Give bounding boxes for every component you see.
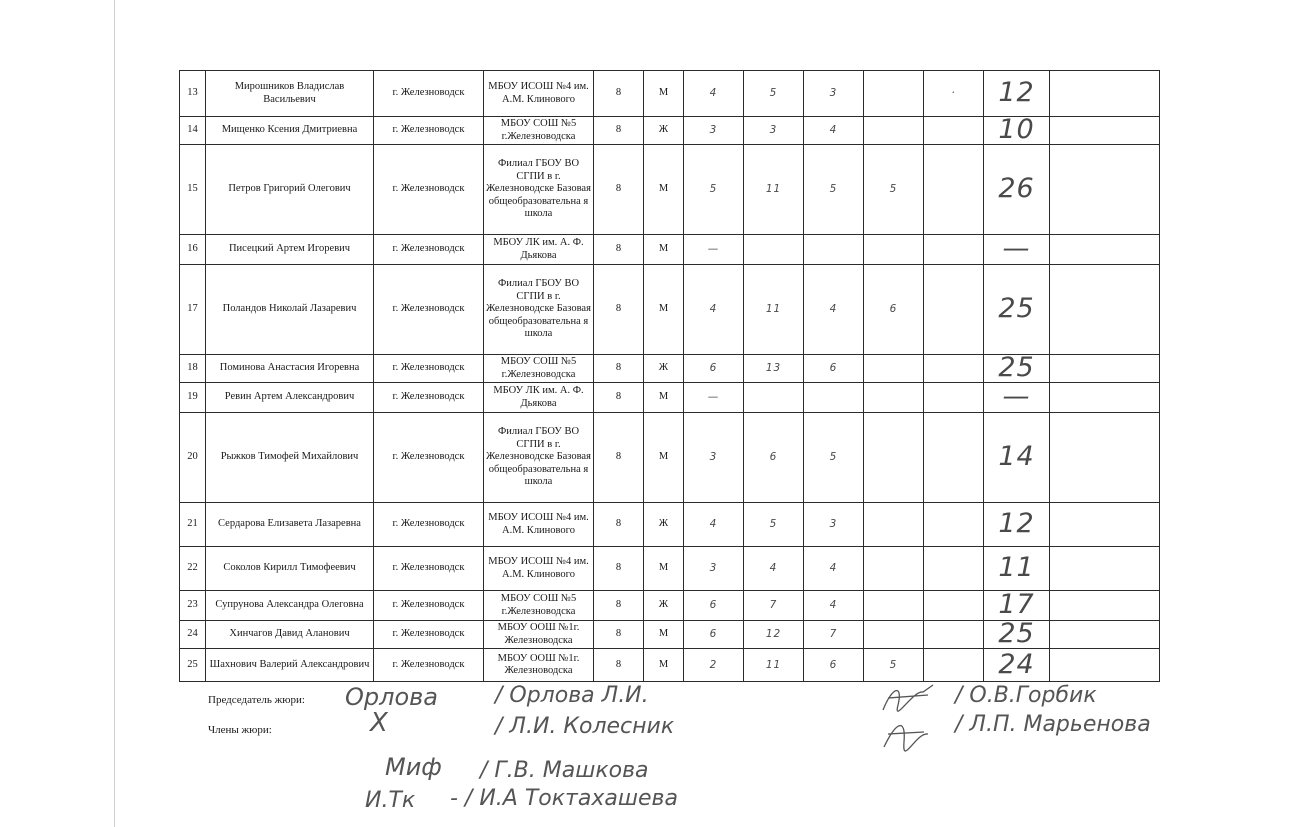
chair-signature-1: Орлова xyxy=(345,683,438,711)
row-number: 24 xyxy=(180,621,206,649)
score-task-5 xyxy=(924,621,984,649)
score-total: 12 xyxy=(984,503,1050,547)
score-task-3: 6 xyxy=(804,649,864,682)
score-task-2 xyxy=(744,383,804,413)
score-task-4 xyxy=(864,591,924,621)
participant-city: г. Железноводск xyxy=(374,649,484,682)
score-task-1: 4 xyxy=(684,265,744,355)
score-total: 10 xyxy=(984,117,1050,145)
participant-name: Соколов Кирилл Тимофеевич xyxy=(206,547,374,591)
score-task-4 xyxy=(864,621,924,649)
result-status xyxy=(1050,413,1160,503)
score-task-5 xyxy=(924,591,984,621)
participant-school: МБОУ ООШ №1г. Железноводска xyxy=(484,621,594,649)
participant-sex: М xyxy=(644,235,684,265)
score-task-2: 12 xyxy=(744,621,804,649)
score-task-2: 11 xyxy=(744,145,804,235)
score-task-5 xyxy=(924,117,984,145)
chair-name-1: / Орлова Л.И. xyxy=(495,683,649,708)
result-status xyxy=(1050,355,1160,383)
participant-city: г. Железноводск xyxy=(374,235,484,265)
table-row xyxy=(180,591,1160,621)
score-task-3: 7 xyxy=(804,621,864,649)
score-task-5 xyxy=(924,235,984,265)
score-total: 25 xyxy=(984,265,1050,355)
table-row xyxy=(180,547,1160,591)
table-row xyxy=(180,117,1160,145)
table-row xyxy=(180,145,1160,235)
score-total: — xyxy=(984,235,1050,265)
score-task-2: 5 xyxy=(744,503,804,547)
result-status xyxy=(1050,117,1160,145)
row-number: 14 xyxy=(180,117,206,145)
participant-name: Хинчагов Давид Аланович xyxy=(206,621,374,649)
participant-grade: 8 xyxy=(594,265,644,355)
score-task-1: 4 xyxy=(684,71,744,117)
participant-city: г. Железноводск xyxy=(374,413,484,503)
row-number: 18 xyxy=(180,355,206,383)
participant-school: Филиал ГБОУ ВО СГПИ в г. Железноводске Базовая общеобразовательна я школа xyxy=(484,145,594,235)
score-task-2: 11 xyxy=(744,649,804,682)
score-task-1: 3 xyxy=(684,117,744,145)
participant-grade: 8 xyxy=(594,355,644,383)
score-task-2: 11 xyxy=(744,265,804,355)
score-task-5 xyxy=(924,265,984,355)
table-row xyxy=(180,265,1160,355)
score-task-2: 5 xyxy=(744,71,804,117)
participant-name: Ревин Артем Александрович xyxy=(206,383,374,413)
result-status xyxy=(1050,383,1160,413)
participant-sex: Ж xyxy=(644,355,684,383)
table-row xyxy=(180,71,1160,117)
participant-school: МБОУ СОШ №5 г.Железноводска xyxy=(484,591,594,621)
participant-name: Петров Григорий Олегович xyxy=(206,145,374,235)
participant-grade: 8 xyxy=(594,71,644,117)
row-number: 16 xyxy=(180,235,206,265)
member-signature-2 xyxy=(876,712,936,756)
participant-name: Шахнович Валерий Александрович xyxy=(206,649,374,682)
row-number: 22 xyxy=(180,547,206,591)
score-task-5 xyxy=(924,649,984,682)
participant-school: МБОУ ИСОШ №4 им. А.М. Клинового xyxy=(484,547,594,591)
score-total: 24 xyxy=(984,649,1050,682)
score-task-1: 2 xyxy=(684,649,744,682)
table-row xyxy=(180,649,1160,682)
participant-name: Поминова Анастасия Игоревна xyxy=(206,355,374,383)
score-total: 26 xyxy=(984,145,1050,235)
participant-school: МБОУ ООШ №1г. Железноводска xyxy=(484,649,594,682)
participant-sex: Ж xyxy=(644,591,684,621)
participant-grade: 8 xyxy=(594,649,644,682)
score-task-3: 3 xyxy=(804,503,864,547)
score-task-4 xyxy=(864,503,924,547)
score-total: 25 xyxy=(984,621,1050,649)
page-edge-line xyxy=(114,0,115,827)
participant-sex: М xyxy=(644,547,684,591)
participant-name: Мирошников Владислав Васильевич xyxy=(206,71,374,117)
score-total: 25 xyxy=(984,355,1050,383)
participant-city: г. Железноводск xyxy=(374,71,484,117)
participant-school: МБОУ ИСОШ №4 им. А.М. Клинового xyxy=(484,503,594,547)
table-row xyxy=(180,235,1160,265)
score-task-4 xyxy=(864,355,924,383)
score-task-4 xyxy=(864,413,924,503)
score-total: — xyxy=(984,383,1050,413)
participant-grade: 8 xyxy=(594,621,644,649)
participant-city: г. Железноводск xyxy=(374,547,484,591)
member-name-3: / Г.В. Машкова xyxy=(480,758,649,783)
participant-name: Писецкий Артем Игоревич xyxy=(206,235,374,265)
participant-school: МБОУ СОШ №5 г.Железноводска xyxy=(484,355,594,383)
participant-grade: 8 xyxy=(594,383,644,413)
participant-school: МБОУ ЛК им. А. Ф. Дьякова xyxy=(484,235,594,265)
score-task-3: 6 xyxy=(804,355,864,383)
score-task-5 xyxy=(924,547,984,591)
score-task-3: 5 xyxy=(804,413,864,503)
score-task-4 xyxy=(864,71,924,117)
chair-label: Председатель жюри: xyxy=(208,694,305,706)
row-number: 15 xyxy=(180,145,206,235)
score-task-3: 4 xyxy=(804,265,864,355)
participant-grade: 8 xyxy=(594,117,644,145)
score-task-5 xyxy=(924,503,984,547)
score-task-4 xyxy=(864,383,924,413)
score-task-4: 6 xyxy=(864,265,924,355)
member-name-1: / Л.И. Колесник xyxy=(495,714,675,739)
row-number: 25 xyxy=(180,649,206,682)
participant-school: Филиал ГБОУ ВО СГПИ в г. Железноводске Базовая общеобразовательна я школа xyxy=(484,265,594,355)
member-signature-4: И.Тк xyxy=(365,788,416,813)
participant-sex: М xyxy=(644,649,684,682)
participant-grade: 8 xyxy=(594,235,644,265)
result-status xyxy=(1050,649,1160,682)
row-number: 20 xyxy=(180,413,206,503)
participant-school: МБОУ ЛК им. А. Ф. Дьякова xyxy=(484,383,594,413)
score-task-5 xyxy=(924,413,984,503)
table-row xyxy=(180,503,1160,547)
participant-school: Филиал ГБОУ ВО СГПИ в г. Железноводске Базовая общеобразовательна я школа xyxy=(484,413,594,503)
member-signature-1: Х xyxy=(370,708,388,738)
participant-name: Сердарова Елизавета Лазаревна xyxy=(206,503,374,547)
row-number: 13 xyxy=(180,71,206,117)
score-task-1: — xyxy=(684,235,744,265)
score-task-4 xyxy=(864,117,924,145)
result-status xyxy=(1050,145,1160,235)
result-status xyxy=(1050,621,1160,649)
score-task-3 xyxy=(804,383,864,413)
score-task-5: · xyxy=(924,71,984,117)
row-number: 23 xyxy=(180,591,206,621)
participant-name: Супрунова Александра Олеговна xyxy=(206,591,374,621)
score-task-3: 5 xyxy=(804,145,864,235)
table-row xyxy=(180,383,1160,413)
table-row xyxy=(180,355,1160,383)
result-status xyxy=(1050,591,1160,621)
results-table-body xyxy=(180,71,1160,682)
row-number: 19 xyxy=(180,383,206,413)
score-task-5 xyxy=(924,355,984,383)
results-table xyxy=(179,70,1160,682)
participant-sex: М xyxy=(644,145,684,235)
score-task-3: 4 xyxy=(804,547,864,591)
result-status xyxy=(1050,235,1160,265)
score-task-4: 5 xyxy=(864,145,924,235)
participant-city: г. Железноводск xyxy=(374,503,484,547)
participant-name: Рыжков Тимофей Михайлович xyxy=(206,413,374,503)
score-task-1: 5 xyxy=(684,145,744,235)
score-task-1: 6 xyxy=(684,591,744,621)
score-total: 12 xyxy=(984,71,1050,117)
score-task-1: 6 xyxy=(684,355,744,383)
member-name-4: - / И.А Токтахашева xyxy=(450,786,678,811)
table-row xyxy=(180,413,1160,503)
result-status xyxy=(1050,71,1160,117)
participant-sex: М xyxy=(644,413,684,503)
score-total: 14 xyxy=(984,413,1050,503)
score-task-4 xyxy=(864,235,924,265)
participant-sex: М xyxy=(644,383,684,413)
score-task-3: 4 xyxy=(804,117,864,145)
score-task-2: 3 xyxy=(744,117,804,145)
participant-school: МБОУ ИСОШ №4 им. А.М. Клинового xyxy=(484,71,594,117)
row-number: 21 xyxy=(180,503,206,547)
participant-name: Поландов Николай Лазаревич xyxy=(206,265,374,355)
participant-sex: Ж xyxy=(644,503,684,547)
score-task-2 xyxy=(744,235,804,265)
participant-sex: М xyxy=(644,71,684,117)
table-row xyxy=(180,621,1160,649)
result-status xyxy=(1050,547,1160,591)
participant-school: МБОУ СОШ №5 г.Железноводска xyxy=(484,117,594,145)
score-task-3: 4 xyxy=(804,591,864,621)
participant-city: г. Железноводск xyxy=(374,265,484,355)
participant-city: г. Железноводск xyxy=(374,355,484,383)
row-number: 17 xyxy=(180,265,206,355)
score-task-3 xyxy=(804,235,864,265)
result-status xyxy=(1050,503,1160,547)
participant-city: г. Железноводск xyxy=(374,145,484,235)
score-task-5 xyxy=(924,145,984,235)
score-task-2: 13 xyxy=(744,355,804,383)
score-task-2: 6 xyxy=(744,413,804,503)
score-task-2: 4 xyxy=(744,547,804,591)
participant-city: г. Железноводск xyxy=(374,117,484,145)
member-signature-3: Миф xyxy=(385,753,442,781)
participant-city: г. Железноводск xyxy=(374,621,484,649)
score-task-1: — xyxy=(684,383,744,413)
score-task-1: 4 xyxy=(684,503,744,547)
participant-sex: М xyxy=(644,621,684,649)
score-task-1: 3 xyxy=(684,547,744,591)
participant-sex: Ж xyxy=(644,117,684,145)
members-label: Члены жюри: xyxy=(208,724,272,736)
participant-grade: 8 xyxy=(594,145,644,235)
participant-grade: 8 xyxy=(594,591,644,621)
result-status xyxy=(1050,265,1160,355)
participant-grade: 8 xyxy=(594,503,644,547)
score-task-2: 7 xyxy=(744,591,804,621)
member-name-2: / Л.П. Марьенова xyxy=(955,712,1151,737)
score-task-3: 3 xyxy=(804,71,864,117)
score-task-1: 3 xyxy=(684,413,744,503)
score-task-1: 6 xyxy=(684,621,744,649)
score-task-4 xyxy=(864,547,924,591)
participant-city: г. Железноводск xyxy=(374,591,484,621)
participant-city: г. Железноводск xyxy=(374,383,484,413)
participant-grade: 8 xyxy=(594,413,644,503)
participant-name: Мищенко Ксения Дмитриевна xyxy=(206,117,374,145)
score-task-5 xyxy=(924,383,984,413)
participant-grade: 8 xyxy=(594,547,644,591)
score-total: 17 xyxy=(984,591,1050,621)
score-total: 11 xyxy=(984,547,1050,591)
chair-name-2: / О.В.Горбик xyxy=(955,683,1097,708)
score-task-4: 5 xyxy=(864,649,924,682)
participant-sex: М xyxy=(644,265,684,355)
